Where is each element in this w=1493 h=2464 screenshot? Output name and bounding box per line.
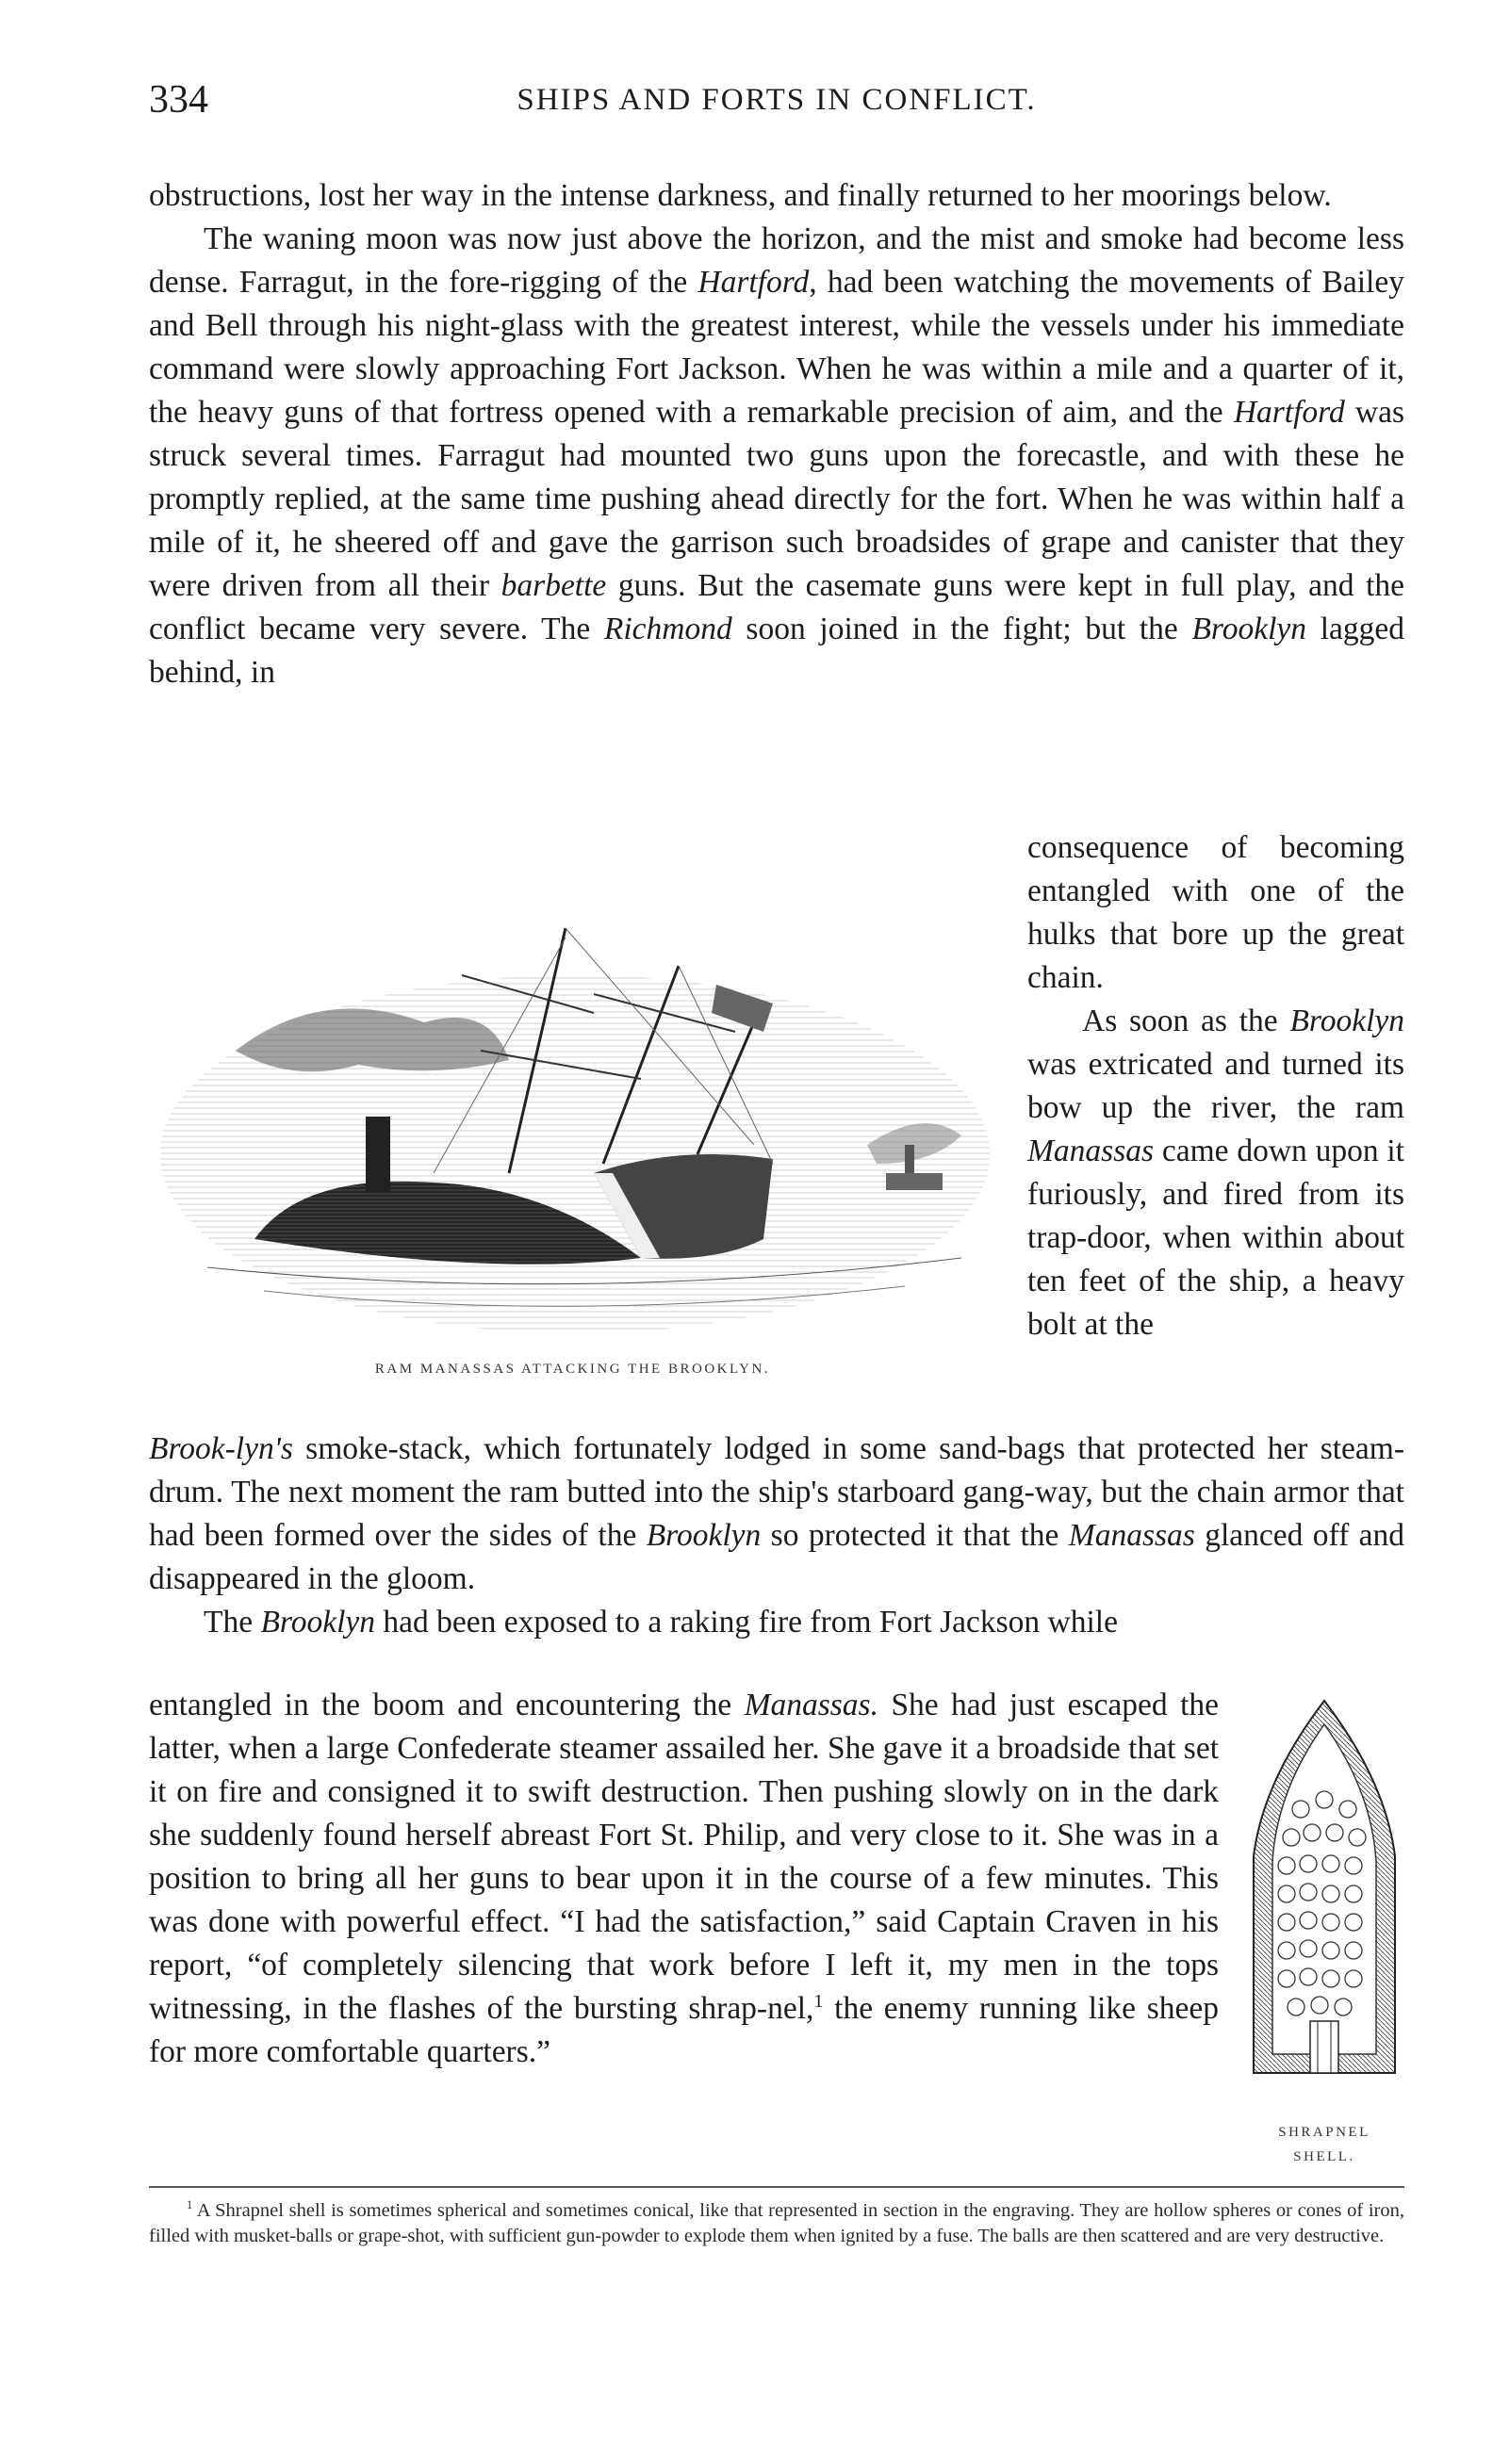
footnote-number: 1: [187, 2198, 193, 2212]
ship-name: Manassas: [1068, 1518, 1195, 1553]
paragraph-2: The waning moon was now just above the horizon, and the mist and smoke had become less dense. Farragut, in the fore-rigging of the Hartford, had been watching the movements of Bailey and Bell through his night-glass with the greatest interest, while the vessels under his immediate command were slowly approaching Fort Jackson. When he was within a mile and a quarter of it, the heavy guns of that fortress opened with a remarkable precision of aim, and the Hartford was struck several times. Farragut had mounted two guns upon the forecastle, and with these he promptly replied, at the same time pushing ahead directly for the fort. When he was within half a mile of it, he sheered off and gave the garrison such broadsides of grape and canister that they were driven from all their barbette guns. But the casemate guns were kept in full play, and the conflict became very severe. The Richmond soon joined in the fight; but the Brooklyn lagged behind, in: [149, 221, 1405, 690]
text-middle: [149, 1428, 1404, 1644]
term-italic: barbette: [500, 568, 607, 603]
ship-name: Brooklyn: [1191, 612, 1307, 646]
paragraph-3-cont: Brook-lyn's smoke-stack, which fortunately lodged in some sand-bags that protected her steam-drum. The next moment the ram butted into the ship's starboard gang-way, but the chain armor that had been formed over the sides of the Brooklyn so protected it that the Manassas glanced off and disappeared in the gloom.: [149, 1431, 1404, 1596]
shell-caption: SHRAPNEL SHELL.: [1278, 2125, 1370, 2164]
ship-name: Hartford: [697, 265, 810, 300]
engraving-svg: [151, 862, 994, 1352]
page-number: 334: [149, 78, 208, 122]
running-title: SHIPS AND FORTS IN CONFLICT.: [517, 83, 1037, 117]
footnote-rule: [149, 2186, 1404, 2188]
engraving-ram-manassas: [151, 862, 994, 1390]
paragraph-3-start: As soon as the Brooklyn was extricated and turned its bow up the river, the ram Manassas came down upon it furiously, and fired from its trap-door, when within about ten feet of the ship, a heavy bolt at the: [1027, 1004, 1404, 1342]
ship-name: Manassas.: [744, 1688, 878, 1722]
ship-name: Richmond: [603, 612, 732, 646]
ship-name: Hartford: [1233, 395, 1345, 430]
figure-caption: RAM MANASSAS ATTACKING THE BROOKLYN.: [374, 1362, 771, 1377]
paragraph-4-cont: entangled in the boom and encountering the Manassas. She had just escaped the latter, when a large Confederate steamer assailed her. She gave it a broadside that set it on fire and consigned it to swift destruction. Then pushing slowly on in the dark she suddenly found herself abreast Fort St. Philip, and very close to it. She was in a position to bring all her guns to bear upon it in the course of a few minutes. This was done with powerful effect. “I had the satisfaction,” said Captain Craven in his report, “of completely silencing that work before I left it, my men in the tops witnessing, in the flashes of the bursting shrap-nel,$^1$ the enemy running like sheep for more comfortable quarters.”: [149, 1688, 1220, 2069]
paragraph-4-start: The Brooklyn had been exposed to a raking fire from Fort Jackson while: [204, 1605, 1118, 1640]
ship-name: Brook-lyn's: [149, 1431, 293, 1466]
text-top: [149, 174, 1404, 694]
running-header: [149, 77, 1404, 134]
ship-name: Brooklyn: [646, 1518, 762, 1553]
engraving-shrapnel-shell: [1244, 1696, 1404, 2111]
ship-name: Manassas: [1027, 1134, 1155, 1168]
shell-svg: [1244, 1696, 1404, 2111]
ship-name: Brooklyn: [1289, 1004, 1404, 1038]
text-narrow-column: [149, 1684, 1219, 2074]
text-wrap-column: [1027, 826, 1404, 1346]
paragraph-1: obstructions, lost her way in the intense darkness, and finally returned to her moorings below.: [149, 178, 1332, 213]
footnote: $^1$ A Shrapnel shell is sometimes spherical and sometimes conical, like that represented in section in the engraving. They are hollow spheres or cones of iron, filled with musket-balls or grape-shot, with sufficient gun-powder to explode them when ignited by a fuse. The balls are then scattered and are very destructive.: [149, 2198, 1404, 2246]
wrap-line: consequence of becoming entangled with one of the hulks that bore up the great chain.: [1027, 830, 1404, 995]
ship-name: Brooklyn: [260, 1605, 376, 1640]
footnote-marker: 1: [813, 1990, 824, 2012]
